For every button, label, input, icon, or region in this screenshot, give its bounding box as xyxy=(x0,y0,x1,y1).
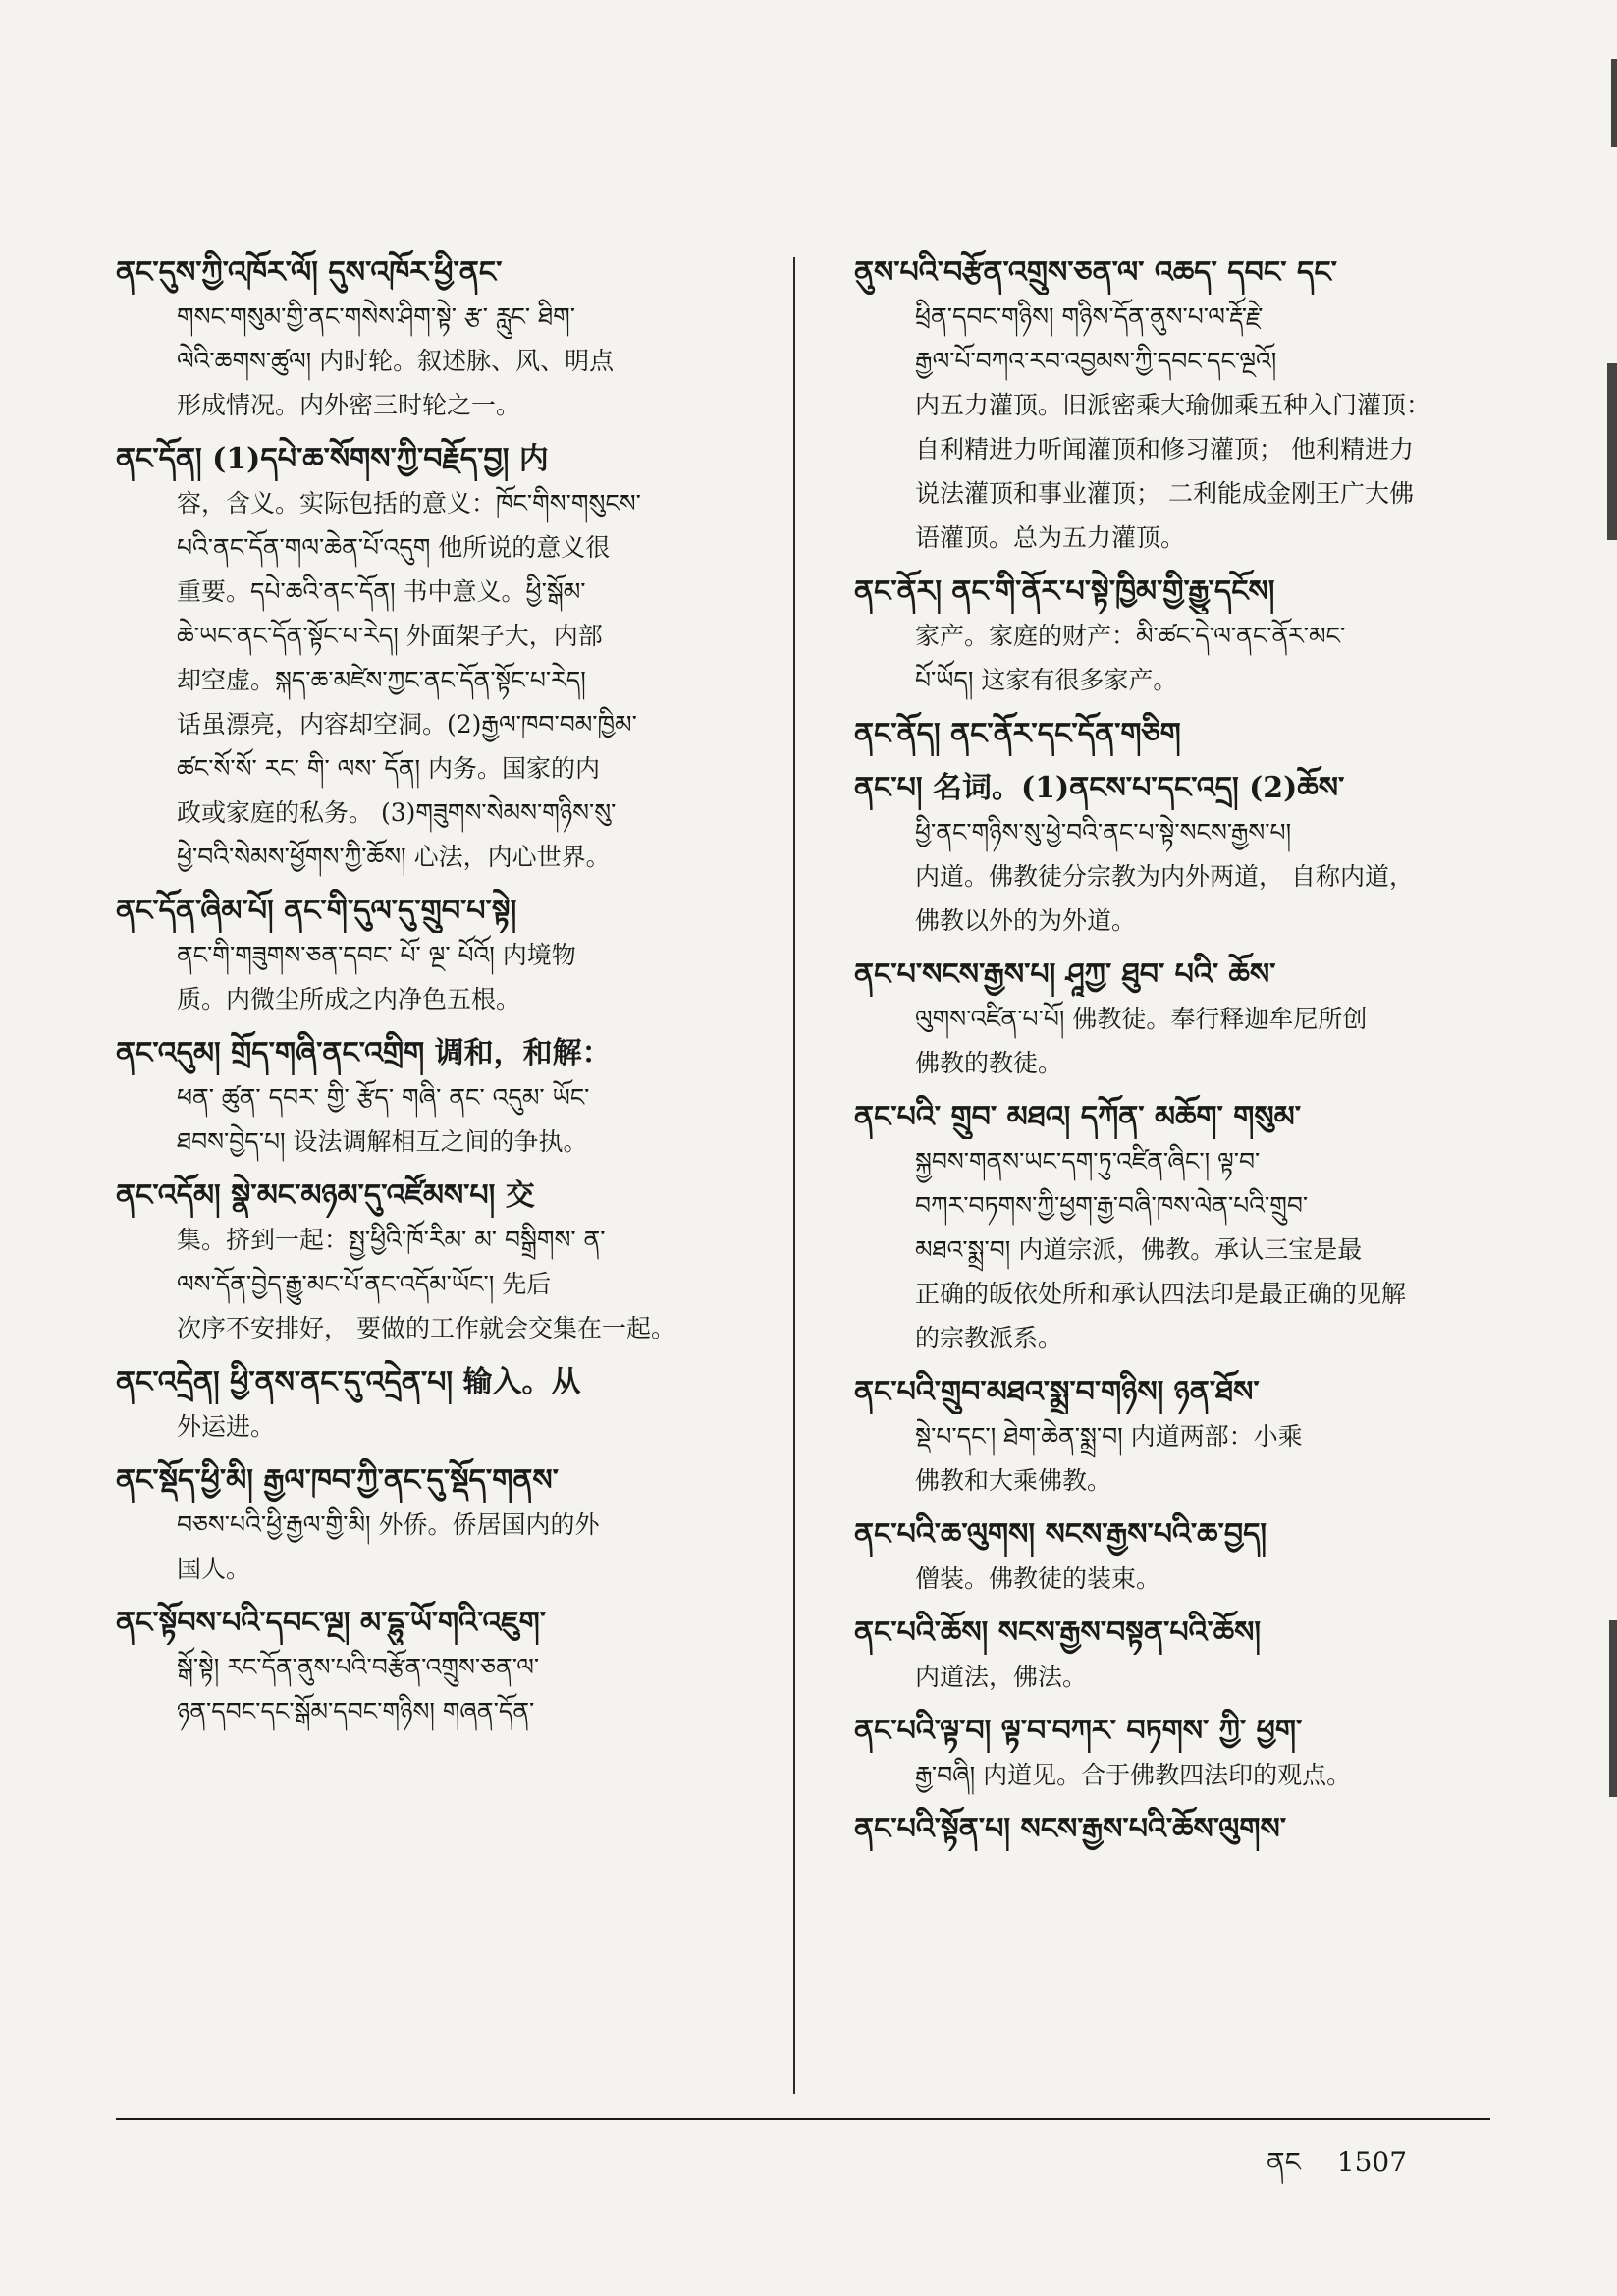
entry-headword-line: ནང་པའི་ཆ་ལུགས། སངས་རྒྱས་པའི་ཆ་བྱད། xyxy=(854,1517,1267,1552)
dictionary-entry xyxy=(116,889,764,1021)
entry-definition-line: 僧装。佛教徒的装束。 xyxy=(915,1564,1161,1593)
dictionary-entry xyxy=(854,1807,1478,1851)
entry-headword-line: ནང་ནོར། ནང་གི་ནོར་པ་སྟེ་ཁྱིམ་གྱི་རྒྱུ་དངོས། xyxy=(854,574,1275,609)
entry-headword-line: ནང་དོན་ཞིམ་པོ། ནང་གི་དུལ་དུ་གྲུབ་པ་སྟེ། xyxy=(116,894,517,928)
entry-headword-line: ནང་འདྲེན། ཕྱི་ནས་ནང་དུ་འདྲེན་པ། 输入。从 xyxy=(116,1365,581,1399)
footer-rule xyxy=(116,2118,1490,2120)
entry-headword-line: ནང་སྡོད་ཕྱི་མི། རྒྱལ་ཁབ་ཀྱི་ནང་དུ་སྡོད་གནས་ xyxy=(116,1463,559,1498)
dictionary-entry xyxy=(854,570,1478,702)
dictionary-entry xyxy=(854,1370,1478,1503)
entry-headword-line: ནང་པའི་ཆོས། སངས་རྒྱས་བསྟན་པའི་ཆོས། xyxy=(854,1615,1262,1650)
entry-definition-line: 正确的皈依处所和承认四法印是最正确的见解 xyxy=(915,1280,1407,1308)
dictionary-entry xyxy=(854,1095,1478,1360)
entry-definition-line: 重要。དཔེ་ཆའི་ནང་དོན། 书中意义。ཕྱི་སྒོམ་ xyxy=(177,577,586,606)
entry-definition-line: པོ་ཡོད། 这家有很多家产。 xyxy=(915,666,1178,694)
entry-definition-line: ཕན་ ཚུན་ དབར་ གྱི་ རྩོད་ གཞི་ ནང་ འདུམ་ ཡོང་ xyxy=(177,1083,590,1112)
entry-headword-line: ནང་པའི་ལྟ་བ། ལྟ་བ་བཀར་ བཏགས་ ཀྱི་ ཕྱག་ xyxy=(854,1714,1303,1748)
entry-definition-line: གསང་གསུམ་གྱི་ནང་གསེས་ཤིག་སྟེ་ རྩ་ རླུང་ ཐིག་ xyxy=(177,302,576,331)
entry-definition-line: ནང་གི་གཟུགས་ཅན་དབང་ པོ་ ལྔ་ པོའོ། 内境物 xyxy=(177,941,576,969)
entry-definition-line: སྒོ་སྟེ། རང་དོན་ནུས་པའི་བརྩོན་འགྲུས་ཅན་ལ་ xyxy=(177,1653,540,1681)
entry-definition-line: ཕྲིན་དབང་གཉིས། གཉིས་དོན་ནུས་པ་ལ་རྡོ་རྗེ་ xyxy=(915,302,1264,331)
scan-edge-mark xyxy=(1609,1620,1617,1797)
entry-headword-line: ནང་དོན། (1)དཔེ་ཆ་སོགས་ཀྱི་བརྗོད་བྱ། 内 xyxy=(116,442,549,476)
column-divider xyxy=(793,257,795,2094)
entry-definition-line: 内道。佛教徒分宗教为内外两道， 自称内道， xyxy=(915,862,1414,891)
entry-definition-line: ཕྱི་ནང་གཉིས་སུ་ཕྱེ་བའི་ནང་པ་སྟེ་སངས་རྒྱས་པ། xyxy=(915,818,1292,847)
entry-definition-line: 语灌顶。总为五力灌顶。 xyxy=(915,523,1186,552)
entry-definition-line: 内道法，佛法。 xyxy=(915,1663,1088,1691)
entry-definition-line: ལེའི་ཆགས་ཚུལ། 内时轮。叙述脉、风、明点 xyxy=(177,347,615,375)
entry-definition-line: 集。挤到一起：སྤྱ་ཕྱིའི་ཁོ་རིམ་ མ་ བསྒྲིགས་ ན་ xyxy=(177,1226,606,1254)
entry-definition-line: ཕྱེ་བའི་སེམས་ཕྱོགས་ཀྱི་ཆོས། 心法，内心世界。 xyxy=(177,843,611,871)
entry-definition-line: 形成情况。内外密三时轮之一。 xyxy=(177,391,521,419)
entry-definition-line: 政或家庭的私务。 (3)གཟུགས་སེམས་གཉིས་སུ་ xyxy=(177,798,617,827)
entry-headword-line: ནང་པའི་སྟོན་པ། སངས་རྒྱས་པའི་ཆོས་ལུགས་ xyxy=(854,1812,1287,1846)
entry-definition-line: 质。内微尘所成之内净色五根。 xyxy=(177,985,521,1013)
left-column xyxy=(116,250,764,1743)
entry-headword-line: ནང་པའི་གྲུབ་མཐའ་སྨྲ་བ་གཉིས། ཉན་ཐོས་ xyxy=(854,1375,1260,1409)
entry-definition-line: སྡེ་པ་དང་། ཐེག་ཆེན་སྨྲ་བ། 内道两部：小乘 xyxy=(915,1422,1303,1450)
entry-definition-line: པའི་ནང་དོན་གལ་ཆེན་པོ་འདུག 他所说的意义很 xyxy=(177,533,611,562)
entry-definition-line: མཐའ་སྨྲ་བ། 内道宗派，佛教。承认三宝是最 xyxy=(915,1235,1363,1264)
entry-headword-line: ནང་འདུམ། གྲོད་གཞི་ནང་འགྲིག 调和，和解： xyxy=(116,1036,612,1070)
entry-definition-line: 却空虚。སྐད་ཆ་མཛེས་ཀྱང་ནང་དོན་སྟོང་པ་རེད། xyxy=(177,666,586,694)
dictionary-entry xyxy=(854,766,1478,943)
entry-definition-line: 次序不安排好， 要做的工作就会交集在一起。 xyxy=(177,1314,675,1342)
dictionary-entry xyxy=(854,250,1478,560)
dictionary-entry xyxy=(116,1360,764,1449)
scan-edge-mark xyxy=(1611,59,1617,147)
entry-definition-line: 的宗教派系。 xyxy=(915,1324,1063,1352)
entry-definition-line: 国人。 xyxy=(177,1555,251,1583)
dictionary-entry xyxy=(116,437,764,879)
entry-definition-line: 话虽漂亮，内容却空洞。(2)རྒྱལ་ཁབ་བམ་ཁྱིམ་ xyxy=(177,710,637,738)
entry-headword-line: ནང་འདོམ། སྣེ་མང་མཉམ་དུ་འཛོམས་པ། 交 xyxy=(116,1178,535,1213)
entry-definition-line: ལས་དོན་བྱེད་རྒྱུ་མང་པོ་ནང་འདོམ་ཡོང་། 先后 xyxy=(177,1270,552,1298)
entry-headword-line: ནང་ནོད། ནང་ནོར་དང་དོན་གཅིག xyxy=(854,717,1181,751)
entry-definition-line: ཐབས་བྱེད་པ། 设法调解相互之间的争执。 xyxy=(177,1127,588,1156)
entry-definition-line: བཀར་བཏགས་ཀྱི་ཕྱག་རྒྱ་བཞི་ཁས་ལེན་པའི་གྲུབ་ xyxy=(915,1191,1309,1220)
entry-headword-line: ནུས་པའི་བརྩོན་འགྲུས་ཅན་ལ་ འཆད་ དབང་ དང་ xyxy=(854,255,1337,290)
section-letters: ནང xyxy=(1267,2146,1301,2178)
entry-definition-line: 容，含义。实际包括的意义：ཁོང་གིས་གསུངས་ xyxy=(177,489,641,518)
right-column xyxy=(854,250,1478,1861)
entry-definition-line: ཆེ་ཡང་ནང་དོན་སྟོང་པ་རེད། 外面架子大，内部 xyxy=(177,622,603,650)
dictionary-entry xyxy=(116,1458,764,1591)
entry-definition-line: རྒྱ་བཞི། 内道见。合于佛教四法印的观点。 xyxy=(915,1761,1352,1789)
page-number: 1507 xyxy=(1336,2146,1408,2178)
entry-definition-line: 家产。家庭的财产：མི་ཚང་དེ་ལ་ནང་ནོར་མང་ xyxy=(915,622,1346,650)
entry-definition-line: རྒྱལ་པོ་བཀའ་རབ་འབྱམས་ཀྱི་དབང་དང་ལྔའོ། xyxy=(915,347,1277,375)
dictionary-entry xyxy=(116,1031,764,1164)
entry-definition-line: ཚང་སོ་སོ་ རང་ གི་ ལས་ དོན། 内务。国家的内 xyxy=(177,754,601,783)
entry-definition-line: ཉན་དབང་དང་སྒོམ་དབང་གཉིས། གཞན་དོན་ xyxy=(177,1697,535,1725)
entry-headword-line: ནང་པ་སངས་རྒྱས་པ། ཤཱཀྱ་ ཐུབ་ པའི་ ཆོས་ xyxy=(854,957,1276,992)
entry-definition-line: ལུགས་འཛིན་པ་པོ། 佛教徒。奉行释迦牟尼所创 xyxy=(915,1005,1368,1033)
dictionary-entry xyxy=(854,953,1478,1085)
entry-headword-line: ནང་པ། 名词。(1)ནངས་པ་དང་འདྲ། (2)ཆོས་ xyxy=(854,771,1345,805)
dictionary-entry xyxy=(854,712,1478,756)
page-footer xyxy=(1267,2131,1434,2209)
entry-definition-line: 佛教和大乘佛教。 xyxy=(915,1466,1112,1495)
scan-edge-mark xyxy=(1607,363,1617,540)
entry-headword-line: ནང་སྟོབས་པའི་དབང་ལྔ། མ་དྷུ་ཡོ་གའི་འཇུག་ xyxy=(116,1606,547,1640)
dictionary-entry xyxy=(116,1174,764,1350)
entry-definition-line: སྐྱབས་གནས་ཡང་དག་ཏུ་འཛིན་ཞིང་། ལྟ་བ་ xyxy=(915,1147,1261,1175)
entry-definition-line: 自利精进力听闻灌顶和修习灌顶； 他利精进力 xyxy=(915,435,1414,464)
dictionary-entry xyxy=(854,1709,1478,1797)
dictionary-entry xyxy=(854,1611,1478,1699)
entry-headword-line: ནང་པའི་ གྲུབ་ མཐའ། དཀོན་ མཆོག་ གསུམ་ xyxy=(854,1100,1302,1134)
entry-definition-line: 说法灌顶和事业灌顶； 二利能成金刚王广大佛 xyxy=(915,479,1414,508)
dictionary-entry xyxy=(854,1512,1478,1601)
dictionary-entry xyxy=(116,1601,764,1733)
dictionary-entry xyxy=(116,250,764,427)
entry-definition-line: 内五力灌顶。旧派密乘大瑜伽乘五种入门灌顶： xyxy=(915,391,1431,419)
entry-definition-line: 外运进。 xyxy=(177,1412,276,1441)
entry-definition-line: 佛教的教徒。 xyxy=(915,1049,1063,1077)
entry-definition-line: 佛教以外的为外道。 xyxy=(915,906,1137,935)
entry-definition-line: བཅས་པའི་ཕྱི་རྒྱལ་གྱི་མི། 外侨。侨居国内的外 xyxy=(177,1510,600,1539)
entry-headword-line: ནང་དུས་ཀྱི་འཁོར་ལོ། དུས་འཁོར་ཕྱི་ནང་ xyxy=(116,255,503,290)
